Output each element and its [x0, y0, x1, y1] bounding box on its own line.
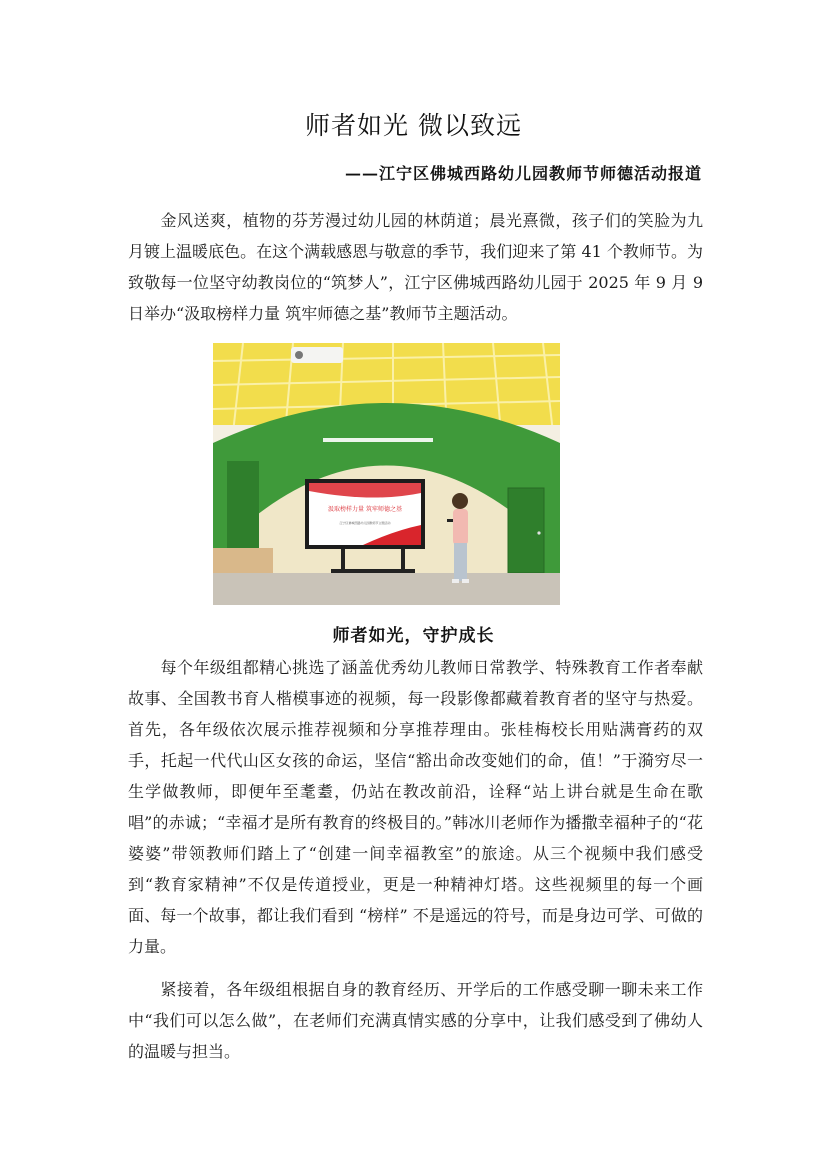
- paragraph-intro-text: 金风送爽，植物的芬芳漫过幼儿园的林荫道；晨光熹微，孩子们的笑脸为九月镀上温暖底色。在这个满载感恩与敬意的季节，我们迎来了第 41 个教师节。为致敬每一位坚守幼教岗位的“筑梦人”，江宁区佛城西路幼儿园于 2025 年 9 月 9 日举办“汲取榜样力量 筑牢师德之基”教师节主题活动。: [128, 211, 703, 323]
- paragraph-intro: [128, 205, 703, 329]
- section-heading: 师者如光，守护成长: [332, 626, 495, 646]
- paragraph-sharing-text: 紧接着，各年级组根据自身的教育经历、开学后的工作感受聊一聊未来工作中“我们可以怎么做”，在老师们充满真情实感的分享中，让我们感受到了佛幼人的温暖与担当。: [128, 980, 703, 1061]
- paragraph-videos: [128, 652, 703, 962]
- page-subtitle: ——江宁区佛城西路幼儿园教师节师德活动报道: [344, 164, 702, 183]
- paragraph-sharing: [128, 974, 703, 1067]
- paragraph-videos-text: 每个年级组都精心挑选了涵盖优秀幼儿教师日常教学、特殊教育工作者奉献故事、全国教书育人楷模事迹的视频，每一段影像都藏着教育者的坚守与热爱。首先，各年级依次展示推荐视频和分享推荐理由。张桂梅校长用贴满膏药的双手，托起一代代山区女孩的命运，坚信“豁出命改变她们的命，值！”于漪穷尽一生学做教师，即便年至耄耋，仍站在教改前沿，诠释“站上讲台就是生命在歌唱”的赤诚；“幸福才是所有教育的终极目的。”韩冰川老师作为播撒幸福种子的“花婆婆”带领教师们踏上了“创建一间幸福教室”的旅途。从三个视频中我们感受到“教育家精神”不仅是传道授业，更是一种精神灯塔。这些视频里的每一个画面、每一个故事，都让我们看到 “榜样” 不是遥远的符号，而是身边可学、可做的力量。: [128, 658, 703, 956]
- screen-subtitle-text: 江宁区佛城西路幼儿园教师节主题活动: [339, 521, 391, 525]
- event-photo: [213, 343, 560, 605]
- page-title: 师者如光 微以致远: [305, 111, 522, 140]
- screen-title-text: 汲取榜样力量 筑牢师德之基: [328, 506, 402, 513]
